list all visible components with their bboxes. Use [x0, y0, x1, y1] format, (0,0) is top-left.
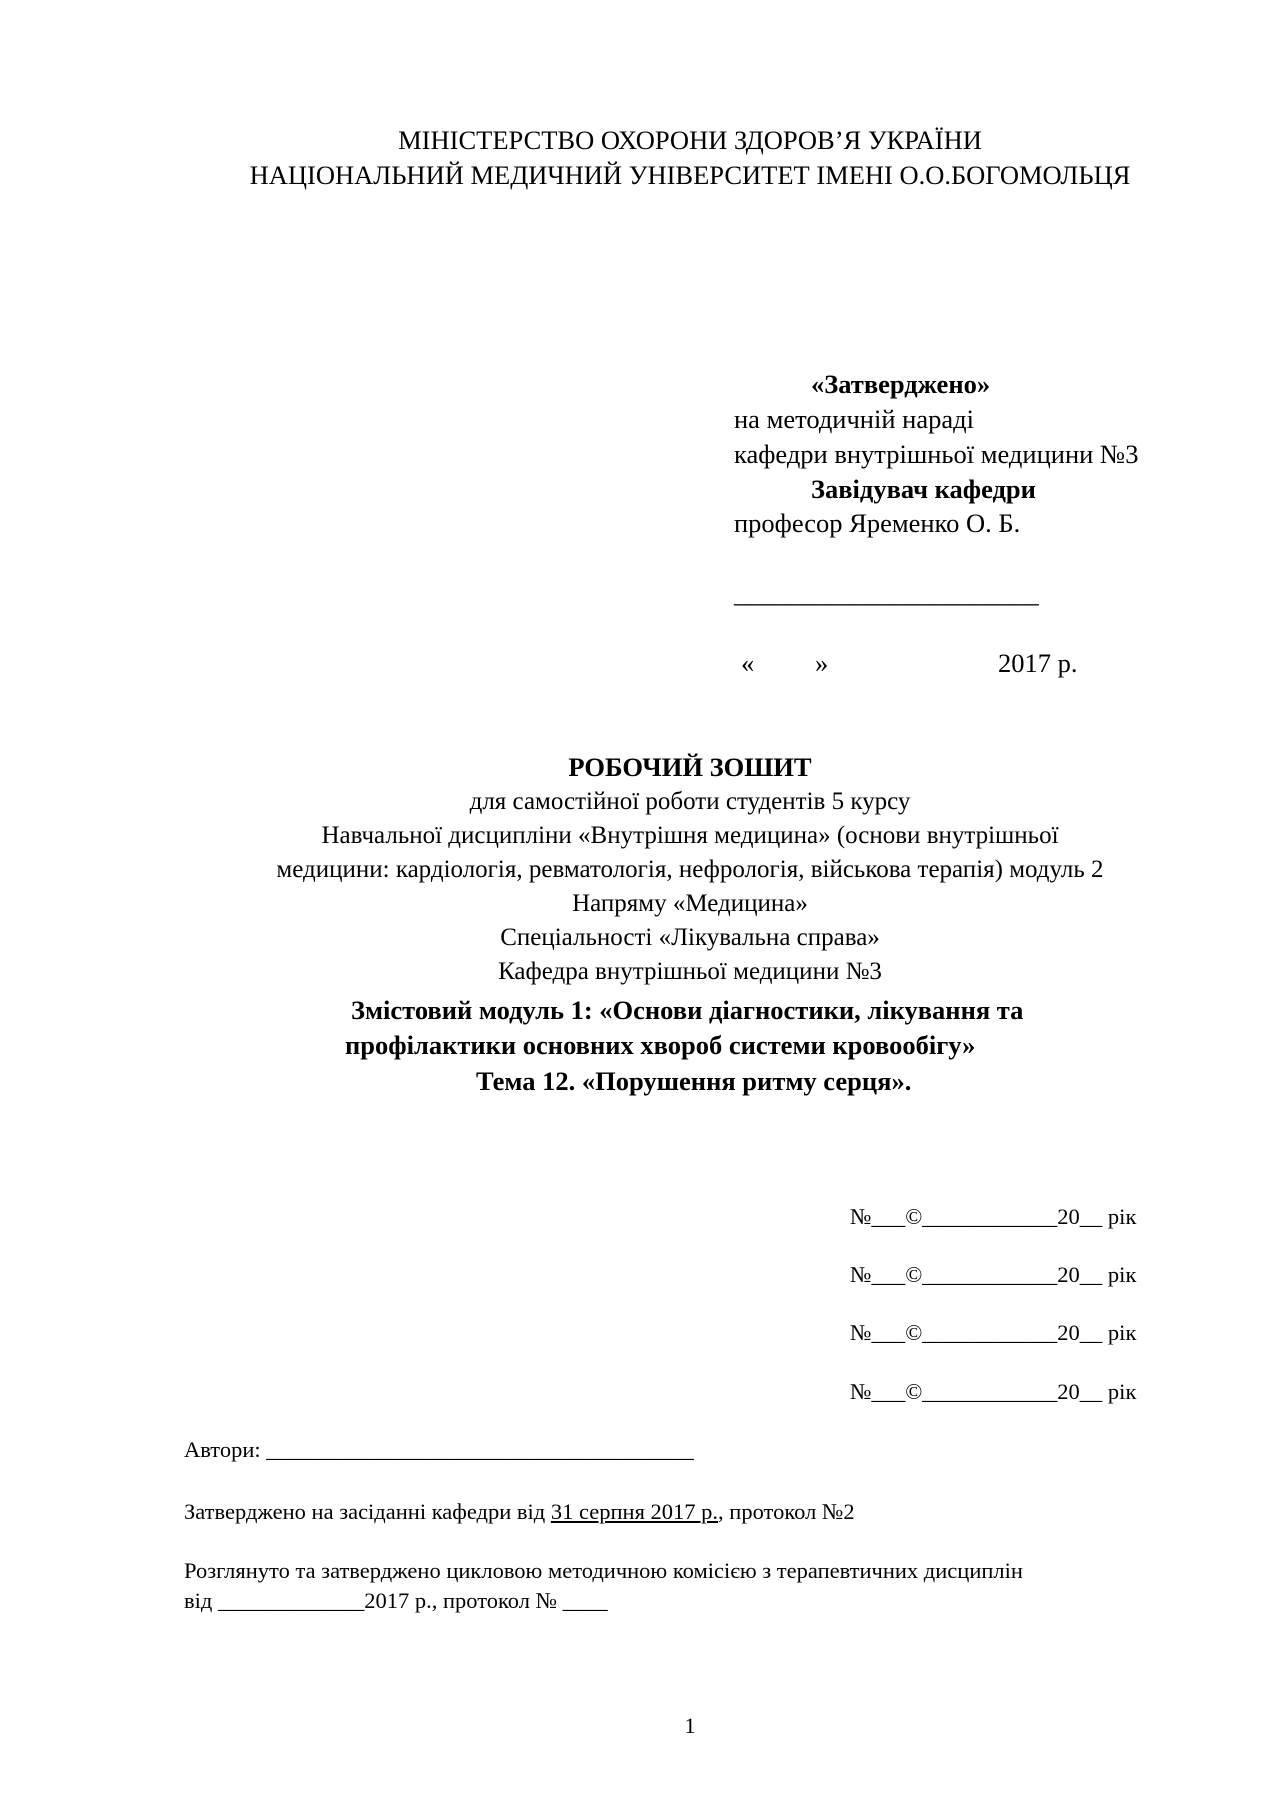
registry-line: №___©____________20__ рік — [850, 1379, 1137, 1404]
workbook-subtitle: для самостійної роботи студентів 5 курсу — [469, 788, 911, 815]
approved-line — [184, 1497, 855, 1527]
workbook-title: РОБОЧИЙ ЗОШИТ — [568, 752, 812, 782]
date-quote-open: « — [741, 648, 755, 678]
module-line-2: профілактики основних хвороб системи кровообігу» — [345, 1030, 976, 1060]
approved-date: 31 серпня 2017 р. — [550, 1499, 719, 1524]
date-quote-close: » — [815, 648, 829, 678]
date-year: 2017 р. — [998, 648, 1078, 678]
approval-meeting: на методичній нараді — [734, 404, 974, 434]
direction-line: Напряму «Медицина» — [572, 890, 808, 917]
discipline-line: Навчальної дисципліни «Внутрішня медицина» (основи внутрішньої — [321, 822, 1059, 849]
approval-title: «Затверджено» — [811, 369, 991, 399]
authors-line: Автори: ______________________________________ — [184, 1437, 694, 1462]
discipline-detail: медицини: кардіологія, ревматологія, нефрологія, військова терапія) модуль 2 — [276, 856, 1104, 883]
department-line: Кафедра внутрішньої медицини №3 — [498, 958, 882, 985]
approved-suffix: , протокол №2 — [718, 1499, 855, 1524]
registry-line: №___©____________20__ рік — [850, 1204, 1137, 1229]
approval-department: кафедри внутрішньої медицини №3 — [734, 439, 1139, 469]
approval-head-title: Завідувач кафедри — [811, 474, 1036, 504]
topic-line: Тема 12. «Порушення ритму серця». — [476, 1066, 912, 1096]
signature-line: _______________________ — [734, 578, 1039, 608]
specialty-line: Спеціальності «Лікувальна справа» — [500, 924, 880, 951]
reviewed-line-2: від _____________2017 р., протокол № ____ — [184, 1588, 608, 1613]
reviewed-line-1: Розглянуто та затверджено цикловою методичною комісією з терапевтичних дисциплін — [184, 1558, 1023, 1583]
approval-head-name: професор Яременко О. Б. — [734, 508, 1021, 538]
module-line-1: Змістовий модуль 1: «Основи діагностики, лікування та — [351, 995, 1024, 1025]
approved-prefix: Затверджено на засіданні кафедри від — [184, 1499, 551, 1524]
registry-line: №___©____________20__ рік — [850, 1262, 1137, 1287]
university-title: НАЦІОНАЛЬНИЙ МЕДИЧНИЙ УНІВЕРСИТЕТ ІМЕНІ О.О.БОГОМОЛЬЦЯ — [249, 160, 1131, 190]
registry-line: №___©____________20__ рік — [850, 1320, 1137, 1345]
ministry-title: МІНІСТЕРСТВО ОХОРОНИ ЗДОРОВ’Я УКРАЇНИ — [398, 125, 982, 155]
page-number: 1 — [684, 1713, 696, 1738]
